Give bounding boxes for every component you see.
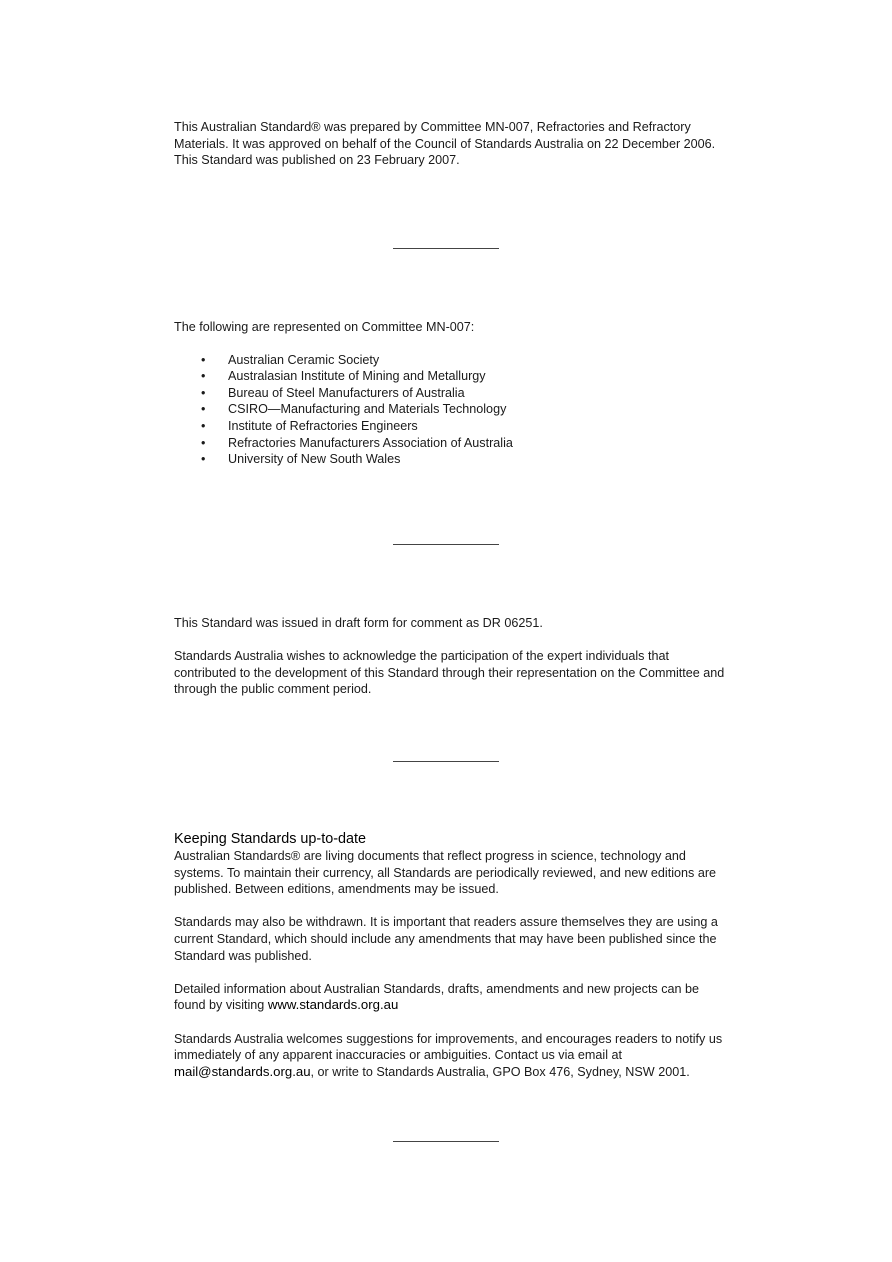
list-item xyxy=(174,418,734,435)
bullet-icon: • xyxy=(201,385,206,400)
website-paragraph xyxy=(174,981,734,1014)
committee-member: CSIRO—Manufacturing and Materials Technology xyxy=(228,402,507,417)
living-documents-paragraph: Australian Standards® are living documents that reflect progress in science, technology and systems. To maintain their currency, all Standards are periodically reviewed, and new editions are published. Between editions, amendments may be issued. xyxy=(174,849,717,897)
draft-section xyxy=(174,615,734,698)
website-intro-text: Detailed information about Australian Standards, drafts, amendments and new projects can be found by visiting xyxy=(174,981,700,1013)
committee-member: University of New South Wales xyxy=(228,452,401,467)
bullet-icon: • xyxy=(201,435,206,450)
bullet-icon: • xyxy=(201,352,206,367)
bullet-icon: • xyxy=(201,418,206,433)
draft-statement: This Standard was issued in draft form for comment as DR 06251. xyxy=(174,616,543,630)
withdrawn-paragraph: Standards may also be withdrawn. It is important that readers assure themselves they are using a current Standard, which should include any amendments that may have been published since the Standard was published. xyxy=(174,915,718,963)
contact-paragraph xyxy=(174,1031,734,1081)
committee-section xyxy=(174,319,734,468)
section-divider xyxy=(393,248,499,249)
list-item xyxy=(174,368,734,385)
committee-member-list xyxy=(174,352,734,468)
section-heading: Keeping Standards up-to-date xyxy=(174,831,367,847)
website-link[interactable]: www.standards.org.au xyxy=(267,997,399,1013)
bullet-icon: • xyxy=(201,369,206,384)
list-item xyxy=(174,352,734,369)
section-divider xyxy=(393,544,499,545)
committee-member: Australian Ceramic Society xyxy=(228,352,380,367)
committee-member: Bureau of Steel Manufacturers of Australia xyxy=(228,385,465,400)
bullet-icon: • xyxy=(201,402,206,417)
section-divider xyxy=(393,761,499,762)
contact-address-text: , or write to Standards Australia, GPO Box 476, Sydney, NSW 2001. xyxy=(310,1064,690,1079)
list-item xyxy=(174,451,734,468)
approval-statement: This Australian Standard® was prepared by Committee MN-007, Refractories and Refractory Materials. It was approved on behalf of the Council of Standards Australia on 22 December 2006. xyxy=(174,120,716,151)
list-item xyxy=(174,401,734,418)
section-divider xyxy=(393,1141,499,1142)
contact-intro-text: Standards Australia welcomes suggestions for improvements, and encourages readers to notify us immediately of any apparent inaccuracies or ambiguities. Contact us via email at xyxy=(174,1031,723,1063)
list-item xyxy=(174,435,734,452)
committee-member: Refractories Manufacturers Association of Australia xyxy=(228,435,513,450)
committee-intro: The following are represented on Committee MN-007: xyxy=(174,320,475,334)
publication-date-statement: This Standard was published on 23 February 2007. xyxy=(174,153,460,168)
acknowledgement-statement: Standards Australia wishes to acknowledge the participation of the expert individuals that contributed to the development of this Standard through their representation on the Committee and through the public comment period. xyxy=(174,649,725,697)
committee-member: Institute of Refractories Engineers xyxy=(228,418,418,433)
committee-member: Australasian Institute of Mining and Metallurgy xyxy=(228,369,486,384)
uptodate-section xyxy=(174,831,734,1080)
email-link[interactable]: mail@standards.org.au xyxy=(174,1063,311,1079)
list-item xyxy=(174,385,734,402)
approval-section xyxy=(174,119,734,169)
bullet-icon: • xyxy=(201,452,206,467)
